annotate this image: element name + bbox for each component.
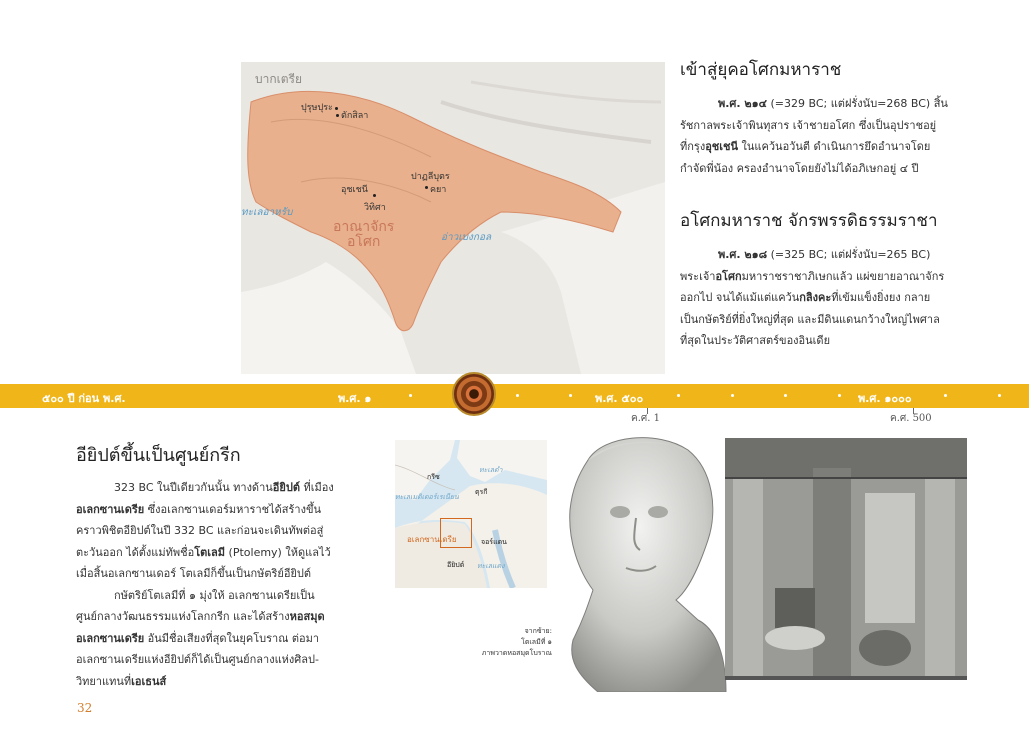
- map-label-greece: กรีซ: [427, 473, 440, 481]
- section1-date: พ.ศ. ๒๑๔: [718, 97, 767, 110]
- section-asoka-era: [680, 56, 980, 179]
- map-label-gaya: คยา: [430, 185, 447, 195]
- timeline-medallion-icon: [452, 372, 496, 416]
- timeline-dot: [409, 394, 412, 397]
- timeline-ce1-label: ค.ศ. 1: [631, 413, 660, 424]
- map-label-black-sea: ทะเลดำ: [479, 466, 503, 474]
- map-label-arabian-sea: ทะเลอาหรับ: [241, 207, 293, 218]
- empire-label-line1: อาณาจักร: [333, 219, 395, 235]
- page-number: 32: [77, 701, 93, 715]
- timeline-dot: [731, 394, 734, 397]
- section2-date: พ.ศ. ๒๑๘: [718, 248, 768, 261]
- ptolemy-bust-image: [548, 430, 728, 692]
- map-label-pataliputra: ปาฏลีบุตร: [411, 172, 450, 182]
- map-label-turkey: ตุรกี: [475, 488, 488, 496]
- city-dot-vidisha: [373, 194, 376, 197]
- map-label-bay-of-bengal: อ่าวเบงกอล: [441, 232, 492, 243]
- empire-label-line2: อโศก: [347, 234, 381, 250]
- alexandria-map-graphic: [395, 440, 547, 588]
- timeline-label-be1: พ.ศ. ๑: [338, 392, 372, 405]
- timeline-ce500-label: ค.ศ. 500: [890, 413, 932, 424]
- map-label-empire: [333, 220, 394, 250]
- city-dot-taxila: [336, 114, 339, 117]
- alexandria-highlight-box: [440, 518, 472, 548]
- section2-paragraph: พ.ศ. ๒๑๘ (=325 BC; แต่ฝรั่งนับ=265 BC) พระเจ้าอโศกมหาราชราชาภิเษกแล้ว แผ่ขยายอาณาจักร ออกไป จนได้แม้แต่แคว้นกลิงคะที่เข้มแข็งยิ่งยง กลาย เป็นกษัตริย์ที่ยิ่งใหญ่ที่สุด และมีดินแดนกว้างใหญ่ไพศาล ที่สุดในประวัติศาสตร์ของอินเดีย: [680, 248, 945, 347]
- timeline-label-be1000: พ.ศ. ๑๐๐๐: [858, 392, 912, 405]
- section-egypt: [76, 440, 366, 692]
- timeline-dot: [569, 394, 572, 397]
- map-label-mediterranean: ทะเลเมดิเตอร์เรเนียน: [395, 493, 459, 501]
- image-caption: จากซ้าย: โตเลมีที่ ๑ ภาพวาดหอสมุดโบราณ: [481, 627, 552, 657]
- timeline-dot: [838, 394, 841, 397]
- timeline-dot: [998, 394, 1001, 397]
- map-label-vidisha: วิทิศา: [364, 203, 386, 213]
- timeline-dot: [784, 394, 787, 397]
- egypt-paragraph-2: กษัตริย์โตเลมีที่ ๑ มุ่งให้ อเลกซานเดรียเป็น ศูนย์กลางวัฒนธรรมแห่งโลกกรีก และได้สร้างหอสมุด อเลกซานเดรีย อันมีชื่อเสียงที่สุดในยุคโบราณ ต่อมา อเลกซานเดรียแห่งอียิปต์ก็ได้เป็นศูนย์กลางแห่งศิลป- วิทยาแทนที่เอเธนส์: [76, 588, 325, 688]
- asoka-empire-map: [241, 62, 665, 374]
- map-label-purushapura: ปุรุษปุระ: [301, 103, 333, 113]
- timeline-band: [0, 384, 1029, 408]
- egypt-paragraph-1: 323 BC ในปีเดียวกันนั้น ทางด้านอียิปต์ ที่เมือง อเลกซานเดรีย ซึ่งอเลกซานเดอร์มหาราชได้สร้างขึ้น คราวพิชิตอียิปต์ในปี 332 BC และก่อนจะเดินทัพต่อสู่ ตะวันออก ได้ตั้งแม่ทัพชื่อโตเลมี (Ptolemy) ให้ดูแลไว้ เมื่อสิ้นอเลกซานเดอร์ โตเลมีก็ขึ้นเป็นกษัตริย์อียิปต์: [76, 481, 334, 580]
- map-label-bactria: บากเตรีย: [255, 72, 302, 86]
- timeline-label-500bbe: ๕๐๐ ปี ก่อน พ.ศ.: [42, 392, 126, 405]
- map-label-jordan: จอร์แดน: [481, 538, 507, 546]
- alexandria-map: [395, 440, 547, 588]
- map-label-egypt: อียิปต์: [447, 561, 465, 569]
- section-asoka-dharmaraja: [680, 207, 980, 352]
- city-dot-purushapura: [335, 107, 338, 110]
- timeline-label-be500: พ.ศ. ๕๐๐: [595, 392, 644, 405]
- section1-title: เข้าสู่ยุคอโศกมหาราช: [680, 60, 842, 80]
- map-label-ujjain: อุชเชนี: [341, 185, 368, 195]
- timeline-dot: [944, 394, 947, 397]
- city-dot-gaya: [425, 186, 428, 189]
- map-label-alexandria: อเลกซานเดรีย: [407, 535, 457, 544]
- egypt-title: อียิปต์ขึ้นเป็นศูนย์กรีก: [76, 445, 241, 466]
- timeline-dot: [516, 394, 519, 397]
- section2-title: อโศกมหาราช จักรพรรดิธรรมราชา: [680, 211, 938, 231]
- map-label-red-sea: ทะเลแดง: [477, 562, 505, 570]
- timeline-dot: [677, 394, 680, 397]
- ancient-library-engraving: [725, 438, 967, 680]
- map-label-taxila: ตักสิลา: [341, 111, 369, 121]
- section1-paragraph: พ.ศ. ๒๑๔ (=329 BC; แต่ฝรั่งนับ=268 BC) สิ้น รัชกาลพระเจ้าพินทุสาร เจ้าชายอโศก ซึ่งเป็นอุปราชอยู่ ที่กรุงอุชเชนี ในแคว้นอวันตี ดำเนินการยึดอำนาจโดย กำจัดพี่น้อง ครองอำนาจโดยยังไม่ได้อภิเษกอยู่ ๔ ปี: [680, 97, 948, 175]
